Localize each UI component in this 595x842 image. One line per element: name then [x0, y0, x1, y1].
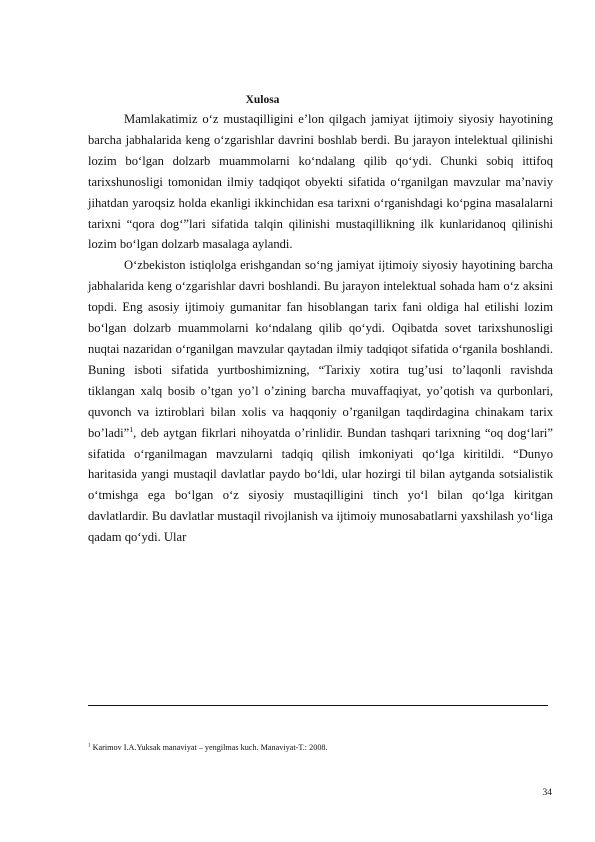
- paragraph-2-text-after-note: , deb aytgan fikrlari nihoyatda o’rinlidir. Bundan tashqari tarixning “oq dog‘lari” sifatida o‘rganilmagan mavzularni tadqiq qilish imkoniyati qo‘lga kiritildi. “Dunyo haritasida yangi mustaqil davlatlar paydo bo‘ldi, ular hozirgi til bilan aytganda sotsialistik o‘tmishga ega bo‘lgan o‘z siyosiy mustaqilligini tinch yo‘l bilan qo‘lga kiritgan davlatlardir. Bu davlatlar mustaqil rivojlanish va ijtimoiy munosabatlarni yaxshilash yo‘liga qadam qo‘ydi. Ular: [88, 425, 553, 545]
- footnote: [88, 743, 553, 753]
- paragraph-2: [88, 255, 553, 548]
- page-number: 34: [542, 788, 552, 798]
- footnote-reference: 1: [129, 424, 134, 434]
- body-text: [88, 109, 553, 548]
- paragraph-1: Mamlakatimiz o‘z mustaqilligini e’lon qilgach jamiyat ijtimoiy siyosiy hayotining barcha jabhalarida keng o‘zgarishlar davrini boshlab berdi. Bu jarayon intelektual qilinishi lozim bo‘lgan dolzarb muammolarni ko‘ndalang qilib qo‘ydi. Chunki sobiq ittifoq tarixshunosligi tomonidan ilmiy tadqiqot obyekti sifatida o‘rganilgan mavzular ma’naviy jihatdan yaroqsiz holda ekanligi ikkinchidan esa tarixni o‘rganishdagi ko‘pgina masalalarni tarixni “qora dog‘”lari sifatida talqin qilinishi mustaqillikning ilk kunlaridanoq qilinishi lozim bo‘lgan dolzarb masalaga aylandi.: [88, 112, 553, 252]
- section-heading: Xulosa: [245, 94, 280, 106]
- footnote-divider: [88, 705, 548, 706]
- paragraph-2-text-before-note: O‘zbekiston istiqlolga erishgandan so‘ng jamiyat ijtimoiy siyosiy hayotining barcha jabhalarida keng o‘zgarishlar davri boshlandi. Bu jarayon intelektual sohada ham o‘z aksini topdi. Eng asosiy ijtimoiy gumanitar fan hisoblangan tarix fani oldiga hal etilishi lozim bo‘lgan dolzarb muammolarni ko‘ndalang qilib qo‘ydi. Oqibatda sovet tarixshunosligi nuqtai nazaridan o‘rganilgan mavzular qaytadan ilmiy tadqiqot sifatida o‘rganila boshlandi. Buning isboti sifatida yurtboshimizning, “Tarixiy xotira tug’usi to’laqonli ravishda tiklangan xalq bosib o’tgan yo’l o’zining barcha muvaffaqiyat, yo’qotish va qurbonlari, quvonch va iztiroblari bilan xolis va haqqoniy o’rganilgan taqdirdagina chinakam tarix bo’ladi”: [88, 258, 553, 440]
- footnote-mark: 1: [88, 742, 91, 749]
- footnote-text: Karimov I.A.Yuksak manaviyat – yengilmas kuch. Manaviyat-T.: 2008.: [90, 743, 328, 752]
